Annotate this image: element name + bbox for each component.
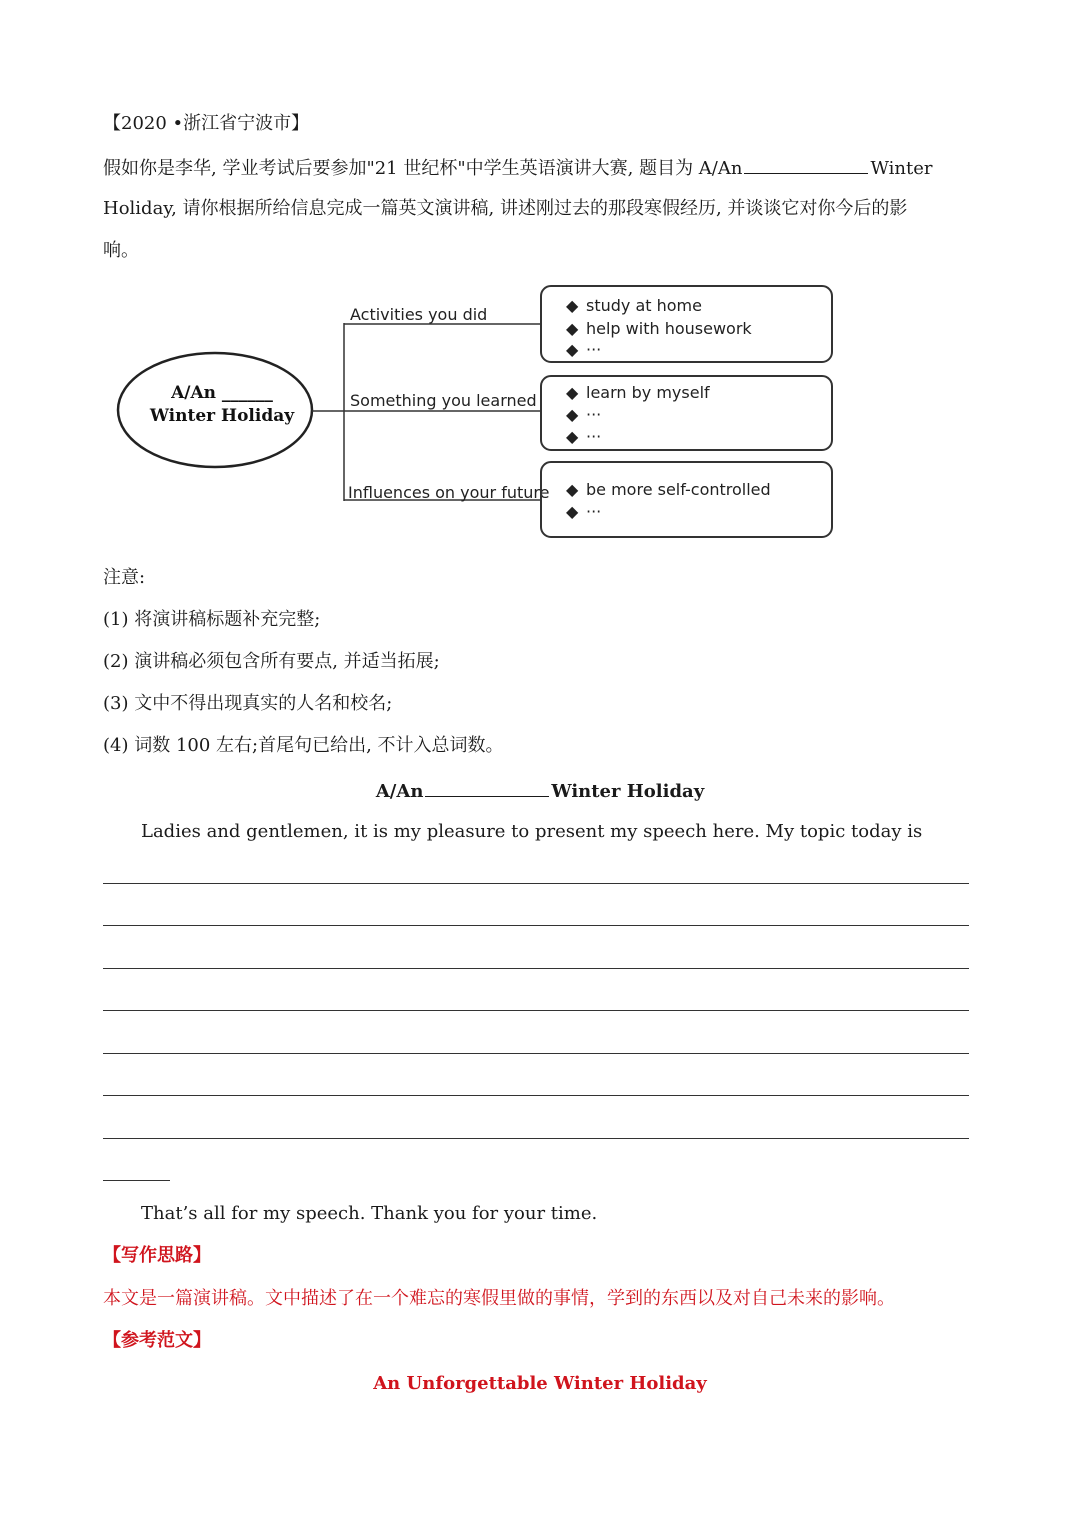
writing-line xyxy=(103,1138,969,1139)
writing-line xyxy=(103,925,969,926)
list-item: ··· xyxy=(586,427,602,446)
prompt-line-1 xyxy=(103,155,932,181)
note-item-1: (1) 将演讲稿标题补充完整; xyxy=(103,609,321,630)
note-item-3: (3) 文中不得出现真实的人名和校名; xyxy=(103,693,393,714)
bullet-icon: ◆ xyxy=(566,427,579,446)
sample-title: An Unforgettable Winter Holiday xyxy=(373,1373,707,1394)
writing-line xyxy=(103,968,969,969)
bullet-icon: ◆ xyxy=(566,405,579,424)
list-item: learn by myself xyxy=(586,383,710,402)
writing-line xyxy=(103,883,969,884)
prompt-line-2: Holiday, 请你根据所给信息完成一篇英文演讲稿, 讲述刚过去的那段寒假经历, 并谈谈它对你今后的影 xyxy=(103,198,908,219)
list-item: ··· xyxy=(586,405,602,424)
branch-label-influences: Influences on your future xyxy=(348,483,550,502)
list-item: ··· xyxy=(586,502,602,521)
note-item-4: (4) 词数 100 左右;首尾句已给出, 不计入总词数。 xyxy=(103,735,504,756)
notes-heading: 注意: xyxy=(103,567,146,588)
writing-line xyxy=(103,1010,969,1011)
bullet-icon: ◆ xyxy=(566,383,579,402)
list-item: ··· xyxy=(586,340,602,359)
speech-closing: That’s all for my speech. Thank you for your time. xyxy=(141,1203,598,1224)
speech-title xyxy=(0,778,1080,804)
speech-title-pre: A/An xyxy=(375,781,424,802)
approach-heading: 【写作思路】 xyxy=(103,1245,211,1266)
speech-opening: Ladies and gentlemen, it is my pleasure to present my speech here. My topic today is xyxy=(141,821,923,842)
list-item: help with housework xyxy=(586,319,752,338)
list-item: study at home xyxy=(586,296,702,315)
source-header: 【2020 •浙江省宁波市】 xyxy=(103,113,310,134)
note-item-2: (2) 演讲稿必须包含所有要点, 并适当拓展; xyxy=(103,651,440,672)
sample-heading: 【参考范文】 xyxy=(103,1330,211,1351)
prompt-line-1-end: Winter xyxy=(870,158,933,179)
prompt-line-1-text: 假如你是李华, 学业考试后要参加"21 世纪杯"中学生英语演讲大赛, 题目为 A/An xyxy=(103,158,743,179)
mind-map-diagram xyxy=(110,278,840,548)
bullet-icon: ◆ xyxy=(566,502,579,521)
approach-text: 本文是一篇演讲稿。文中描述了在一个难忘的寒假里做的事情，学到的东西以及对自己未来的影响。 xyxy=(103,1288,895,1309)
branch-label-activities: Activities you did xyxy=(350,305,488,324)
list-item: be more self-controlled xyxy=(586,480,771,499)
bullet-icon: ◆ xyxy=(566,296,579,315)
prompt-line-3: 响。 xyxy=(103,240,139,261)
writing-line xyxy=(103,1095,969,1096)
bullet-icon: ◆ xyxy=(566,480,579,499)
speech-title-blank xyxy=(425,778,549,797)
center-title-top: A/An ______ xyxy=(171,383,273,403)
writing-line xyxy=(103,1180,170,1181)
bullet-icon: ◆ xyxy=(566,340,579,359)
branch-label-learned: Something you learned xyxy=(350,391,537,410)
center-title-bottom: Winter Holiday xyxy=(149,406,295,426)
title-blank xyxy=(744,155,868,174)
bullet-icon: ◆ xyxy=(566,319,579,338)
writing-line xyxy=(103,1053,969,1054)
box-influences xyxy=(541,462,832,537)
speech-title-post: Winter Holiday xyxy=(551,781,705,802)
